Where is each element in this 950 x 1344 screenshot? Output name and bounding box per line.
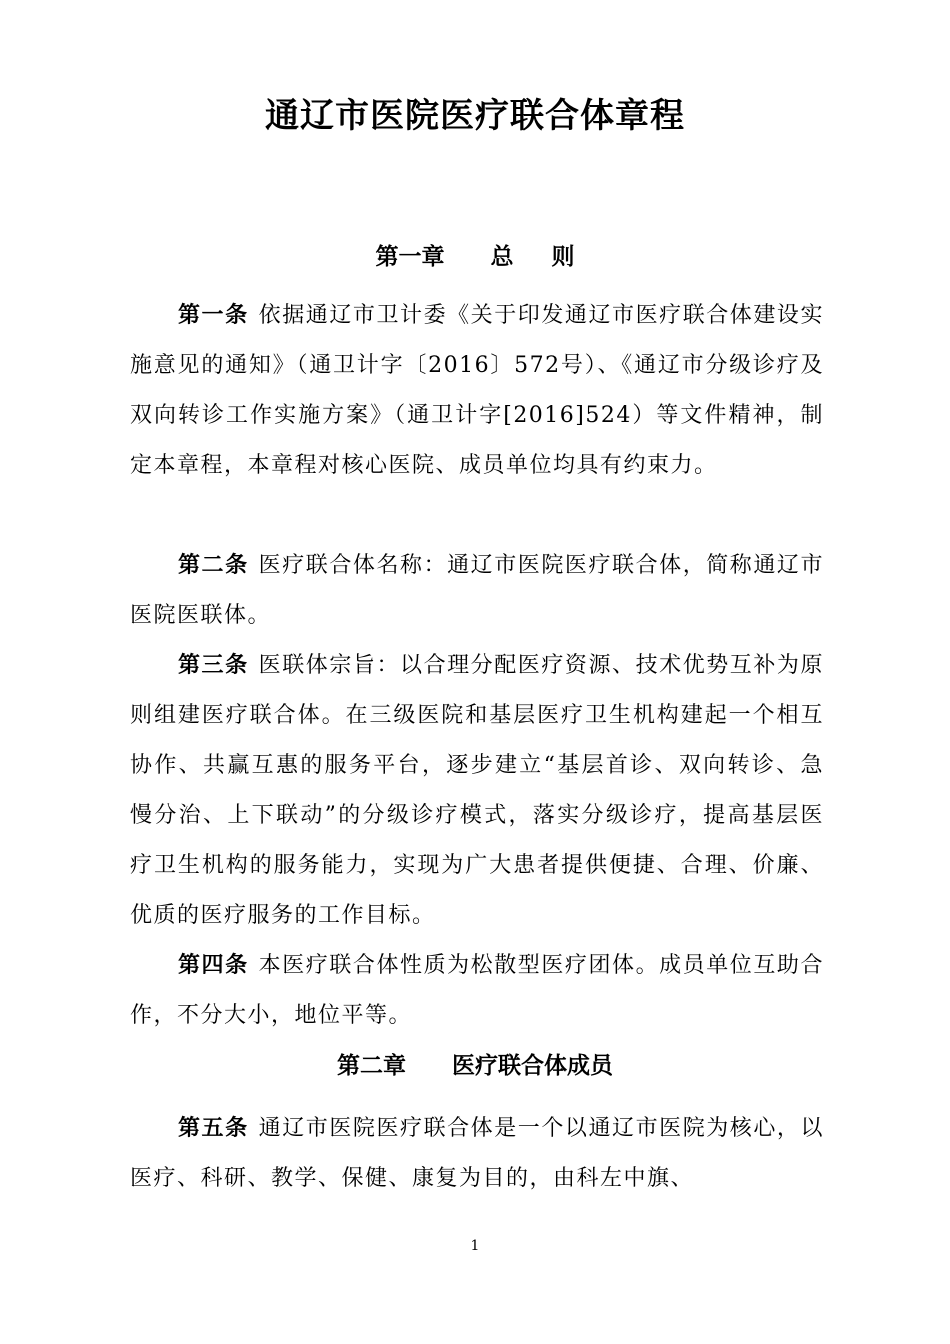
article-label: 第一条 <box>178 303 249 328</box>
article-5 <box>130 1104 824 1204</box>
page-number: 1 <box>470 1238 480 1254</box>
chapter-heading-2 <box>0 1047 950 1080</box>
article-text: 通辽市医院医疗联合体是一个以通辽市医院为核心，以医疗、科研、教学、保健、康复为目的，由科左中旗、 <box>130 1116 824 1191</box>
article-text: 医联体宗旨：以合理分配医疗资源、技术优势互补为原则组建医疗联合体。在三级医院和基层医疗卫生机构建起一个相互协作、共赢互惠的服务平台，逐步建立“基层首诊、双向转诊、急慢分治、上下联动”的分级诊疗模式，落实分级诊疗，提高基层医疗卫生机构的服务能力，实现为广大患者提供便捷、合理、价廉、优质的医疗服务的工作目标。 <box>130 653 824 928</box>
article-4 <box>130 941 824 1041</box>
chapter-number: 第一章 <box>375 244 445 270</box>
article-text: 依据通辽市卫计委《关于印发通辽市医疗联合体建设实施意见的通知》（通卫计字〔2016〕572号）、《通辽市分级诊疗及双向转诊工作实施方案》（通卫计字[2016]524）等文件精神，制定本章程，本章程对核心医院、成员单位均具有约束力。 <box>130 303 824 478</box>
article-text: 医疗联合体名称：通辽市医院医疗联合体，简称通辽市医院医联体。 <box>130 553 824 628</box>
article-label: 第五条 <box>178 1116 249 1141</box>
article-1 <box>130 291 824 491</box>
article-label: 第四条 <box>178 953 249 978</box>
chapter-name: 医疗联合体成员 <box>452 1053 613 1079</box>
article-label: 第二条 <box>178 553 249 578</box>
article-2 <box>130 541 824 641</box>
article-label: 第三条 <box>178 653 249 678</box>
chapter-name: 总则 <box>490 244 613 270</box>
document-title: 通辽市医院医疗联合体章程 <box>265 96 685 136</box>
chapter-heading-1 <box>0 238 950 271</box>
article-3 <box>130 641 824 941</box>
chapter-number: 第二章 <box>337 1053 406 1079</box>
article-text: 本医疗联合体性质为松散型医疗团体。成员单位互助合作，不分大小，地位平等。 <box>130 953 824 1028</box>
